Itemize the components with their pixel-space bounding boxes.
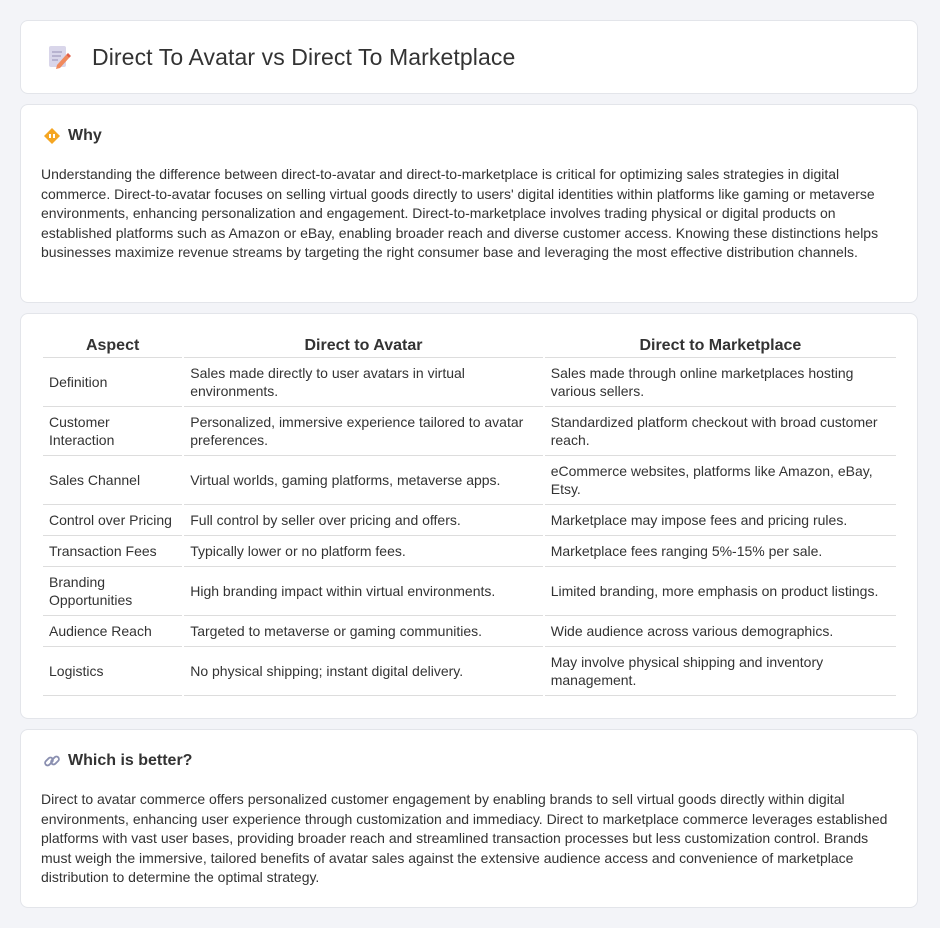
header-direct-to-avatar: Direct to Avatar xyxy=(184,334,543,358)
header-direct-to-marketplace: Direct to Marketplace xyxy=(545,334,896,358)
page-title: Direct To Avatar vs Direct To Marketplace xyxy=(92,43,516,70)
table-row xyxy=(43,567,896,616)
marketplace-cell: Standardized platform checkout with broad customer reach. xyxy=(545,407,896,456)
marketplace-cell: Marketplace may impose fees and pricing rules. xyxy=(545,505,896,536)
document-pencil-icon xyxy=(46,43,72,71)
avatar-cell: Sales made directly to user avatars in virtual environments. xyxy=(184,358,543,407)
comparison-card xyxy=(20,313,918,719)
avatar-cell: Typically lower or no platform fees. xyxy=(184,536,543,567)
table-row xyxy=(43,407,896,456)
avatar-cell: Targeted to metaverse or gaming communities. xyxy=(184,616,543,647)
which-is-better-text: Direct to avatar commerce offers personalized customer engagement by enabling brands to sell virtual goods directly within digital environments, enhancing user experience through customization and immediacy. Direct to marketplace commerce leverages established platforms with vast user bases, providing broader reach and streamlined transaction processes but less customization control. Brands must weigh the immersive, tailored benefits of avatar sales against the extensive audience access and convenience of marketplace distribution to determine the optimal strategy. xyxy=(41,791,888,885)
avatar-cell: Virtual worlds, gaming platforms, metaverse apps. xyxy=(184,456,543,505)
why-text: Understanding the difference between direct-to-avatar and direct-to-marketplace is critical for optimizing sales strategies in digital commerce. Direct-to-avatar focuses on selling virtual goods directly to users' digital identities within platforms like gaming or metaverse environments, enhancing personalization and engagement. Direct-to-marketplace involves trading physical or digital products on established platforms such as Amazon or eBay, enabling broader reach and diverse customer access. Knowing these distinctions helps businesses maximize revenue streams by targeting the right consumer base and leveraging the most effective distribution channels. xyxy=(41,166,879,260)
aspect-cell: Logistics xyxy=(43,647,182,696)
aspect-cell: Branding Opportunities xyxy=(43,567,182,616)
marketplace-cell: Sales made through online marketplaces hosting various sellers. xyxy=(545,358,896,407)
why-title: Why xyxy=(68,127,102,144)
aspect-cell: Control over Pricing xyxy=(43,505,182,536)
why-section xyxy=(20,104,918,303)
marketplace-cell: eCommerce websites, platforms like Amazon, eBay, Etsy. xyxy=(545,456,896,505)
table-row xyxy=(43,536,896,567)
table-row xyxy=(43,647,896,696)
table-row xyxy=(43,505,896,536)
diamond-signal-icon xyxy=(43,127,61,145)
which-is-better-title: Which is better? xyxy=(68,752,193,769)
avatar-cell: High branding impact within virtual environments. xyxy=(184,567,543,616)
aspect-cell: Sales Channel xyxy=(43,456,182,505)
avatar-cell: No physical shipping; instant digital delivery. xyxy=(184,647,543,696)
which-is-better-section xyxy=(20,729,918,908)
table-row xyxy=(43,456,896,505)
marketplace-cell: Limited branding, more emphasis on product listings. xyxy=(545,567,896,616)
link-icon xyxy=(43,752,61,770)
table-row xyxy=(43,616,896,647)
table-row xyxy=(43,358,896,407)
aspect-cell: Definition xyxy=(43,358,182,407)
header-aspect: Aspect xyxy=(43,334,182,358)
avatar-cell: Personalized, immersive experience tailored to avatar preferences. xyxy=(184,407,543,456)
aspect-cell: Customer Interaction xyxy=(43,407,182,456)
table-header-row xyxy=(43,334,896,358)
marketplace-cell: May involve physical shipping and inventory management. xyxy=(545,647,896,696)
aspect-cell: Audience Reach xyxy=(43,616,182,647)
comparison-table xyxy=(41,334,898,696)
aspect-cell: Transaction Fees xyxy=(43,536,182,567)
header-card xyxy=(20,20,918,94)
marketplace-cell: Wide audience across various demographics. xyxy=(545,616,896,647)
marketplace-cell: Marketplace fees ranging 5%-15% per sale. xyxy=(545,536,896,567)
avatar-cell: Full control by seller over pricing and offers. xyxy=(184,505,543,536)
